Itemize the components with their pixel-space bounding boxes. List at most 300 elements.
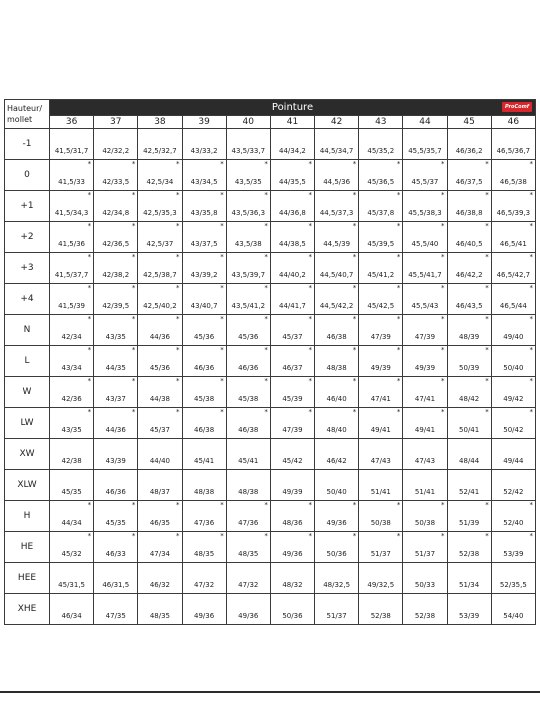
table-cell — [447, 377, 491, 408]
cell-value: 43,5/39,7 — [231, 271, 266, 279]
table-row — [5, 315, 536, 346]
cell-value: 47/35 — [105, 612, 126, 620]
cell-value: 44/36 — [149, 333, 171, 341]
cell-value: 46/38,8 — [455, 209, 483, 217]
asterisk-icon: * — [176, 253, 180, 261]
table-cell — [226, 594, 270, 625]
asterisk-icon: * — [352, 222, 357, 230]
cell-value: 44/35 — [105, 364, 126, 372]
table-cell — [403, 501, 447, 532]
cell-value: 46/35 — [149, 519, 171, 527]
table-cell — [315, 222, 359, 253]
asterisk-icon: * — [87, 222, 92, 230]
table-cell — [138, 222, 182, 253]
table-cell — [182, 315, 226, 346]
table-cell — [138, 377, 182, 408]
cell-value: 43,5/36,3 — [231, 209, 266, 217]
cell-value: 44,5/40,7 — [319, 271, 354, 279]
asterisk-icon: * — [441, 408, 445, 416]
asterisk-icon: * — [485, 532, 489, 540]
cell-value: 42/38,2 — [102, 271, 130, 279]
table-cell — [270, 501, 314, 532]
table-cell — [491, 129, 535, 160]
table-cell — [50, 315, 94, 346]
table-cell — [138, 439, 182, 470]
cell-value: 52/42 — [503, 488, 524, 496]
table-cell — [226, 408, 270, 439]
cell-value: 42,5/40,2 — [143, 302, 177, 310]
table-cell — [50, 191, 94, 222]
table-cell — [226, 439, 270, 470]
table-cell — [226, 501, 270, 532]
size-header: 44 — [403, 116, 447, 129]
cell-value: 44/34,2 — [279, 147, 306, 155]
cell-value: 42/34,8 — [102, 209, 130, 217]
asterisk-icon: * — [87, 501, 92, 509]
table-cell — [447, 470, 491, 501]
cell-value: 49/44 — [503, 457, 524, 465]
table-cell — [359, 439, 403, 470]
cell-value: 45/37 — [149, 426, 171, 434]
table-cell — [403, 253, 447, 284]
table-cell — [270, 315, 314, 346]
table-row — [5, 470, 536, 501]
asterisk-icon: * — [220, 315, 224, 323]
table-cell — [50, 377, 94, 408]
table-cell — [359, 532, 403, 563]
table-cell — [491, 470, 535, 501]
table-cell — [226, 377, 270, 408]
asterisk-icon: * — [529, 222, 533, 230]
asterisk-icon: * — [131, 408, 136, 416]
asterisk-icon: * — [131, 315, 136, 323]
corner-label: Hauteur/ mollet — [5, 100, 50, 129]
table-cell — [182, 284, 226, 315]
cell-value: 44,5/37,3 — [319, 209, 354, 217]
cell-value: 52/35,5 — [499, 581, 527, 589]
asterisk-icon: * — [529, 284, 533, 292]
cell-value: 46/40,5 — [455, 240, 483, 248]
table-cell — [447, 315, 491, 346]
cell-value: 42/39,5 — [102, 302, 130, 310]
cell-value: 50/41 — [459, 426, 480, 434]
table-cell — [447, 532, 491, 563]
cell-value: 48/36 — [282, 519, 303, 527]
table-cell — [359, 284, 403, 315]
title-row — [5, 100, 536, 116]
cell-value: 52/41 — [459, 488, 480, 496]
table-cell — [94, 594, 138, 625]
table-cell — [226, 191, 270, 222]
table-cell — [491, 222, 535, 253]
cell-value: 43/37 — [105, 395, 126, 403]
size-table — [4, 99, 536, 625]
asterisk-icon: * — [264, 501, 268, 509]
table-cell — [447, 222, 491, 253]
cell-value: 44,5/34,7 — [319, 147, 354, 155]
cell-value: 45/36,5 — [367, 178, 395, 186]
cell-value: 46/40 — [326, 395, 347, 403]
table-cell — [270, 222, 314, 253]
table-cell — [270, 408, 314, 439]
cell-value: 42/36,5 — [102, 240, 130, 248]
table-cell — [94, 284, 138, 315]
cell-value: 48/42 — [459, 395, 480, 403]
cell-value: 44,5/42,2 — [319, 302, 354, 310]
asterisk-icon: * — [87, 377, 92, 385]
table-cell — [182, 532, 226, 563]
asterisk-icon: * — [485, 501, 489, 509]
table-row — [5, 408, 536, 439]
asterisk-icon: * — [87, 346, 92, 354]
asterisk-icon: * — [396, 191, 401, 199]
table-cell — [315, 160, 359, 191]
asterisk-icon: * — [264, 222, 268, 230]
size-header: 39 — [182, 116, 226, 129]
table-cell — [315, 346, 359, 377]
table-cell — [94, 253, 138, 284]
size-header: 41 — [270, 116, 314, 129]
table-cell — [182, 160, 226, 191]
cell-value: 51/37 — [326, 612, 347, 620]
table-cell — [138, 563, 182, 594]
cell-value: 48/32 — [282, 581, 303, 589]
cell-value: 47/41 — [414, 395, 436, 403]
cell-value: 46/37,5 — [455, 178, 483, 186]
cell-value: 46/31,5 — [102, 581, 130, 589]
cell-value: 45/38 — [194, 395, 215, 403]
cell-value: 44/34 — [61, 519, 82, 527]
table-cell — [94, 222, 138, 253]
table-cell — [138, 253, 182, 284]
table-cell — [315, 284, 359, 315]
asterisk-icon: * — [308, 315, 313, 323]
cell-value: 44/38,5 — [279, 240, 306, 248]
cell-value: 46,5/42,7 — [496, 271, 531, 279]
cell-value: 44/36 — [105, 426, 126, 434]
asterisk-icon: * — [485, 408, 489, 416]
asterisk-icon: * — [220, 532, 224, 540]
table-cell — [270, 563, 314, 594]
table-row — [5, 191, 536, 222]
table-cell — [403, 129, 447, 160]
asterisk-icon: * — [87, 532, 92, 540]
cell-value: 42,5/38,7 — [143, 271, 177, 279]
asterisk-icon: * — [441, 284, 445, 292]
table-cell — [315, 129, 359, 160]
table-cell — [447, 439, 491, 470]
cell-value: 42/33,5 — [102, 178, 130, 186]
asterisk-icon: * — [131, 532, 136, 540]
table-cell — [359, 408, 403, 439]
table-cell — [50, 439, 94, 470]
asterisk-icon: * — [220, 408, 224, 416]
table-cell — [94, 346, 138, 377]
table-cell — [403, 439, 447, 470]
cell-value: 49/36 — [282, 550, 303, 558]
cell-value: 43/34 — [61, 364, 82, 372]
table-cell — [94, 470, 138, 501]
table-cell — [403, 191, 447, 222]
asterisk-icon: * — [441, 532, 445, 540]
table-cell — [50, 532, 94, 563]
asterisk-icon: * — [441, 501, 445, 509]
table-cell — [403, 222, 447, 253]
table-row — [5, 346, 536, 377]
cell-value: 49/36 — [238, 612, 259, 620]
cell-value: 42/38 — [61, 457, 82, 465]
asterisk-icon: * — [485, 346, 489, 354]
asterisk-icon: * — [529, 532, 533, 540]
asterisk-icon: * — [308, 222, 313, 230]
asterisk-icon: * — [176, 284, 180, 292]
size-header: 38 — [138, 116, 182, 129]
cell-value: 45/39,5 — [367, 240, 395, 248]
cell-value: 50/40 — [503, 364, 524, 372]
cell-value: 41,5/31,7 — [54, 147, 89, 155]
table-row — [5, 129, 536, 160]
cell-value: 45,5/37 — [411, 178, 439, 186]
cell-value: 47/36 — [238, 519, 259, 527]
table-cell — [315, 501, 359, 532]
table-cell — [50, 563, 94, 594]
cell-value: 49/41 — [414, 426, 436, 434]
table-cell — [403, 315, 447, 346]
cell-value: 41,5/34,3 — [54, 209, 89, 217]
table-cell — [270, 532, 314, 563]
cell-value: 43/39,2 — [190, 271, 218, 279]
table-body — [5, 129, 536, 625]
cell-value: 45,5/40 — [411, 240, 439, 248]
asterisk-icon: * — [529, 408, 533, 416]
cell-value: 45/41,2 — [367, 271, 395, 279]
cell-value: 45/36 — [238, 333, 259, 341]
table-cell — [447, 191, 491, 222]
table-row — [5, 377, 536, 408]
table-row — [5, 222, 536, 253]
cell-value: 46/43,5 — [455, 302, 483, 310]
cell-value: 41,5/36 — [58, 240, 86, 248]
table-cell — [403, 594, 447, 625]
table-cell — [359, 377, 403, 408]
cell-value: 50/38 — [370, 519, 391, 527]
asterisk-icon: * — [87, 191, 92, 199]
cell-value: 43/34,5 — [190, 178, 218, 186]
cell-value: 45/35 — [105, 519, 126, 527]
cell-value: 47/41 — [370, 395, 391, 403]
table-cell — [270, 377, 314, 408]
table-cell — [315, 439, 359, 470]
table-cell — [491, 253, 535, 284]
asterisk-icon: * — [87, 408, 92, 416]
cell-value: 45/37,8 — [367, 209, 395, 217]
asterisk-icon: * — [220, 160, 224, 168]
asterisk-icon: * — [220, 284, 224, 292]
table-cell — [491, 377, 535, 408]
row-label: +3 — [5, 253, 50, 284]
table-cell — [491, 346, 535, 377]
cell-value: 47/32 — [238, 581, 259, 589]
bottom-rule — [0, 691, 540, 693]
table-cell — [315, 315, 359, 346]
cell-value: 44/36,8 — [279, 209, 306, 217]
cell-value: 47/39 — [414, 333, 436, 341]
table-cell — [359, 253, 403, 284]
cell-value: 49/39 — [414, 364, 436, 372]
asterisk-icon: * — [396, 253, 401, 261]
row-label: LW — [5, 408, 50, 439]
cell-value: 46/38 — [238, 426, 259, 434]
table-cell — [403, 346, 447, 377]
asterisk-icon: * — [396, 222, 401, 230]
table-cell — [359, 563, 403, 594]
row-label: N — [5, 315, 50, 346]
table-row — [5, 501, 536, 532]
table-cell — [226, 160, 270, 191]
row-label: -1 — [5, 129, 50, 160]
asterisk-icon: * — [352, 284, 357, 292]
table-cell — [403, 470, 447, 501]
asterisk-icon: * — [131, 284, 136, 292]
table-cell — [447, 284, 491, 315]
table-cell — [226, 284, 270, 315]
asterisk-icon: * — [529, 160, 533, 168]
table-cell — [182, 191, 226, 222]
cell-value: 45/42,5 — [367, 302, 395, 310]
table-cell — [359, 594, 403, 625]
cell-value: 48/35 — [238, 550, 259, 558]
cell-value: 47/34 — [149, 550, 171, 558]
table-cell — [315, 377, 359, 408]
asterisk-icon: * — [220, 501, 224, 509]
asterisk-icon: * — [131, 346, 136, 354]
asterisk-icon: * — [131, 222, 136, 230]
cell-value: 41,5/33 — [58, 178, 86, 186]
table-cell — [182, 377, 226, 408]
cell-value: 47/43 — [370, 457, 391, 465]
cell-value: 50/39 — [459, 364, 480, 372]
table-cell — [447, 346, 491, 377]
table-cell — [94, 408, 138, 439]
asterisk-icon: * — [529, 315, 533, 323]
asterisk-icon: * — [352, 501, 357, 509]
table-cell — [50, 284, 94, 315]
table-cell — [447, 408, 491, 439]
table-cell — [182, 563, 226, 594]
cell-value: 48/44 — [459, 457, 480, 465]
table-cell — [447, 563, 491, 594]
row-label: +4 — [5, 284, 50, 315]
asterisk-icon: * — [352, 377, 357, 385]
table-cell — [226, 532, 270, 563]
cell-value: 44/40,2 — [279, 271, 306, 279]
table-cell — [315, 470, 359, 501]
asterisk-icon: * — [352, 346, 357, 354]
table-cell — [491, 284, 535, 315]
asterisk-icon: * — [176, 408, 180, 416]
table-cell — [359, 191, 403, 222]
table-row — [5, 563, 536, 594]
asterisk-icon: * — [176, 222, 180, 230]
cell-value: 46,5/36,7 — [496, 147, 531, 155]
table-cell — [447, 501, 491, 532]
cell-value: 45/42 — [282, 457, 303, 465]
cell-value: 44/35,5 — [279, 178, 306, 186]
cell-value: 45/38 — [238, 395, 259, 403]
table-cell — [403, 408, 447, 439]
cell-value: 44/40 — [149, 457, 171, 465]
table-cell — [270, 594, 314, 625]
asterisk-icon: * — [87, 253, 92, 261]
asterisk-icon: * — [485, 315, 489, 323]
table-cell — [138, 129, 182, 160]
cell-value: 43,5/33,7 — [231, 147, 266, 155]
table-cell — [94, 563, 138, 594]
asterisk-icon: * — [352, 408, 357, 416]
cell-value: 51/37 — [414, 550, 436, 558]
cell-value: 46/38 — [326, 333, 347, 341]
cell-value: 53/39 — [503, 550, 524, 558]
table-cell — [182, 594, 226, 625]
asterisk-icon: * — [485, 160, 489, 168]
table-cell — [138, 594, 182, 625]
table-cell — [94, 377, 138, 408]
asterisk-icon: * — [308, 191, 313, 199]
asterisk-icon: * — [131, 501, 136, 509]
cell-value: 45,5/43 — [411, 302, 439, 310]
cell-value: 45/39 — [282, 395, 303, 403]
cell-value: 47/32 — [194, 581, 215, 589]
asterisk-icon: * — [485, 191, 489, 199]
cell-value: 46/32 — [149, 581, 171, 589]
table-cell — [315, 408, 359, 439]
cell-value: 42/32,2 — [102, 147, 130, 155]
asterisk-icon: * — [529, 501, 533, 509]
size-header-row — [5, 116, 536, 129]
cell-value: 48/35 — [149, 612, 171, 620]
cell-value: 43/40,7 — [190, 302, 218, 310]
table-cell — [226, 346, 270, 377]
asterisk-icon: * — [264, 408, 268, 416]
cell-value: 43,5/41,2 — [231, 302, 266, 310]
table-cell — [491, 439, 535, 470]
table-cell — [94, 160, 138, 191]
table-cell — [491, 408, 535, 439]
cell-value: 50/40 — [326, 488, 347, 496]
cell-value: 47/43 — [414, 457, 436, 465]
cell-value: 42,5/37 — [146, 240, 174, 248]
asterisk-icon: * — [308, 346, 313, 354]
cell-value: 45/36 — [149, 364, 171, 372]
table-row — [5, 253, 536, 284]
table-cell — [50, 501, 94, 532]
asterisk-icon: * — [352, 191, 357, 199]
asterisk-icon: * — [264, 532, 268, 540]
cell-value: 46/36 — [238, 364, 259, 372]
asterisk-icon: * — [308, 532, 313, 540]
row-label: +2 — [5, 222, 50, 253]
cell-value: 48/35 — [194, 550, 215, 558]
cell-value: 50/36 — [326, 550, 347, 558]
table-cell — [270, 253, 314, 284]
table-cell — [138, 470, 182, 501]
asterisk-icon: * — [131, 160, 136, 168]
table-cell — [182, 222, 226, 253]
table-cell — [491, 563, 535, 594]
cell-value: 51/41 — [414, 488, 436, 496]
asterisk-icon: * — [485, 253, 489, 261]
cell-value: 50/38 — [414, 519, 436, 527]
